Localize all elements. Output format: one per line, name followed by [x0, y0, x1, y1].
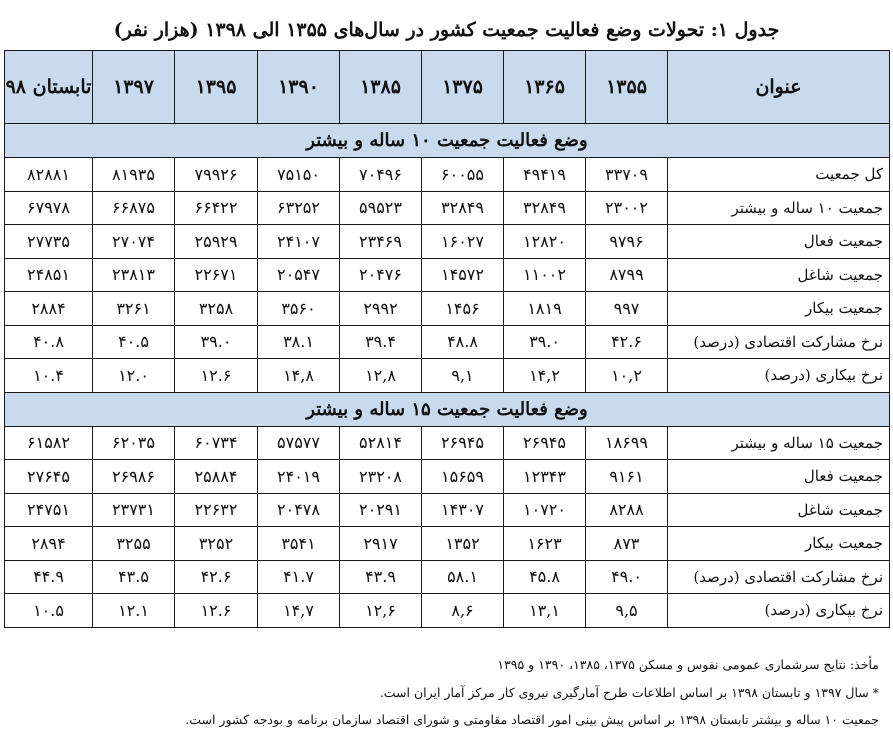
table-cell: ۲۴۰۱۹: [258, 460, 340, 494]
table-cell: ۱۲.۰: [93, 359, 175, 393]
table-cell: ۲۰۴۷۶: [340, 258, 422, 292]
table-cell: ۲۵۸۸۴: [175, 460, 258, 494]
row-label: نرخ بیکاری (درصد): [668, 359, 890, 393]
table-cell: ۲۵۹۲۹: [175, 225, 258, 259]
table-cell: ۴۹.۰: [586, 560, 668, 594]
population-activity-table: [4, 50, 890, 628]
table-cell: ۴۴.۹: [5, 560, 93, 594]
header-row: [5, 51, 890, 124]
table-cell: ۵۹۵۲۳: [340, 191, 422, 225]
table-row: [5, 594, 890, 628]
table-cell: ۷۰۴۹۶: [340, 158, 422, 192]
table-cell: ۴۸.۸: [422, 325, 504, 359]
table-cell: ۶۰۰۵۵: [422, 158, 504, 192]
section-heading-row: [5, 124, 890, 158]
table-cell: ۶۷۹۷۸: [5, 191, 93, 225]
table-row: [5, 325, 890, 359]
table-cell: ۵۲۸۱۴: [340, 426, 422, 460]
table-cell: ۱۰.۵: [5, 594, 93, 628]
table-row: [5, 359, 890, 393]
row-label: جمعیت ۱۵ ساله و بیشتر: [668, 426, 890, 460]
table-cell: ۱۴,۸: [258, 359, 340, 393]
table-cell: ۶۶۸۷۵: [93, 191, 175, 225]
table-cell: ۲۷۷۳۵: [5, 225, 93, 259]
row-label: جمعیت ۱۰ ساله و بیشتر: [668, 191, 890, 225]
table-cell: ۲۹۱۷: [340, 527, 422, 561]
table-cell: ۶۶۴۲۲: [175, 191, 258, 225]
table-row: [5, 225, 890, 259]
table-cell: ۱۲.۶: [175, 359, 258, 393]
table-row: [5, 191, 890, 225]
table-cell: ۳۹.۰: [504, 325, 586, 359]
table-cell: ۷۵۱۵۰: [258, 158, 340, 192]
table-row: [5, 560, 890, 594]
table-cell: ۱۲۸۲۰: [504, 225, 586, 259]
table-cell: ۱۲,۶: [340, 594, 422, 628]
table-cell: ۲۸۸۴: [5, 292, 93, 326]
table-cell: ۱۶۲۳: [504, 527, 586, 561]
table-cell: ۸۲۸۸: [586, 493, 668, 527]
table-row: [5, 460, 890, 494]
table-cell: ۸۷۹۹: [586, 258, 668, 292]
table-cell: ۹,۱: [422, 359, 504, 393]
table-cell: ۳۵۴۱: [258, 527, 340, 561]
section-heading: وضع فعالیت جمعیت ۱۵ ساله و بیشتر: [5, 392, 890, 426]
table-cell: ۱۴,۲: [504, 359, 586, 393]
row-label: جمعیت شاغل: [668, 493, 890, 527]
table-cell: ۴۱.۷: [258, 560, 340, 594]
table-cell: ۲۲۶۷۱: [175, 258, 258, 292]
footnote-source: مأخذ: نتایج سرشماری عمومی نفوس و مسکن ۱۳۷۵، ۱۳۸۵، ۱۳۹۰ و ۱۳۹۵: [497, 657, 879, 672]
table-cell: ۶۲۰۳۵: [93, 426, 175, 460]
table-cell: ۶۱۵۸۲: [5, 426, 93, 460]
table-cell: ۳۹.۰: [175, 325, 258, 359]
row-label: کل جمعیت: [668, 158, 890, 192]
section-heading: وضع فعالیت جمعیت ۱۰ ساله و بیشتر: [5, 124, 890, 158]
table-cell: ۲۴۱۰۷: [258, 225, 340, 259]
table-cell: ۳۲۵۲: [175, 527, 258, 561]
table-cell: ۲۰۲۹۱: [340, 493, 422, 527]
table-cell: ۳۸.۱: [258, 325, 340, 359]
table-cell: ۴۹۴۱۹: [504, 158, 586, 192]
row-label: نرخ بیکاری (درصد): [668, 594, 890, 628]
table-cell: ۱۴,۷: [258, 594, 340, 628]
table-cell: ۲۶۹۴۵: [422, 426, 504, 460]
table-cell: ۶۳۲۵۲: [258, 191, 340, 225]
row-label: جمعیت فعال: [668, 225, 890, 259]
table-cell: ۳۹.۴: [340, 325, 422, 359]
table-cell: ۹۷۹۶: [586, 225, 668, 259]
table-cell: ۴۰.۵: [93, 325, 175, 359]
table-cell: ۹,۵: [586, 594, 668, 628]
table-cell: ۳۵۶۰: [258, 292, 340, 326]
table-cell: ۱۵۶۵۹: [422, 460, 504, 494]
column-header-year: ۱۳۷۵: [422, 51, 504, 124]
row-label: جمعیت بیکار: [668, 527, 890, 561]
row-label: نرخ مشارکت اقتصادی (درصد): [668, 325, 890, 359]
table-cell: ۳۲۶۱: [93, 292, 175, 326]
table-cell: ۲۶۹۴۵: [504, 426, 586, 460]
row-label: جمعیت بیکار: [668, 292, 890, 326]
table-cell: ۱۲۳۴۳: [504, 460, 586, 494]
table-row: [5, 493, 890, 527]
table-cell: ۲۳۲۰۸: [340, 460, 422, 494]
table-cell: ۴۰.۸: [5, 325, 93, 359]
table-cell: ۱۰,۲: [586, 359, 668, 393]
table-cell: ۱۰.۴: [5, 359, 93, 393]
table-cell: ۴۵.۸: [504, 560, 586, 594]
table-cell: ۲۲۶۳۲: [175, 493, 258, 527]
table-cell: ۴۲.۶: [175, 560, 258, 594]
table-cell: ۴۲.۶: [586, 325, 668, 359]
table-cell: ۱۲,۸: [340, 359, 422, 393]
column-header-year: ۱۳۹۰: [258, 51, 340, 124]
table-cell: ۱۴۵۷۲: [422, 258, 504, 292]
table-cell: ۲۹۹۲: [340, 292, 422, 326]
row-label: جمعیت شاغل: [668, 258, 890, 292]
table-cell: ۱۳۵۲: [422, 527, 504, 561]
table-cell: ۱۸۱۹: [504, 292, 586, 326]
table-cell: ۸۱۹۳۵: [93, 158, 175, 192]
footnote-forecast: جمعیت ۱۰ ساله و بیشتر تابستان ۱۳۹۸ بر اساس پیش بینی امور اقتصاد مقاومتی و شورای اقتصاد سازمان برنامه و بودجه کشور است.: [185, 712, 879, 727]
table-row: [5, 527, 890, 561]
column-header-year: تابستان ۹۸: [5, 51, 93, 124]
table-cell: ۲۳۷۳۱: [93, 493, 175, 527]
table-cell: ۱۴۵۶: [422, 292, 504, 326]
column-header-label: عنوان: [668, 51, 890, 124]
table-cell: ۲۴۸۵۱: [5, 258, 93, 292]
table-cell: ۲۴۷۵۱: [5, 493, 93, 527]
table-cell: ۳۲۸۴۹: [504, 191, 586, 225]
column-header-year: ۱۳۹۵: [175, 51, 258, 124]
table-row: [5, 258, 890, 292]
table-cell: ۴۳.۵: [93, 560, 175, 594]
table-cell: ۸,۶: [422, 594, 504, 628]
table-cell: ۱۶۰۲۷: [422, 225, 504, 259]
table-row: [5, 426, 890, 460]
table-row: [5, 292, 890, 326]
table-cell: ۱۲.۶: [175, 594, 258, 628]
table-cell: ۸۲۸۸۱: [5, 158, 93, 192]
table-cell: ۲۳۰۰۲: [586, 191, 668, 225]
table-title: جدول ۱: تحولات وضع فعالیت جمعیت کشور در سال‌های ۱۳۵۵ الی ۱۳۹۸ (هزار نفر): [113, 19, 780, 41]
table-cell: ۴۳.۹: [340, 560, 422, 594]
table-cell: ۱۲.۱: [93, 594, 175, 628]
table-row: [5, 158, 890, 192]
table-cell: ۲۷۶۴۵: [5, 460, 93, 494]
table-cell: ۳۲۵۵: [93, 527, 175, 561]
table-cell: ۱۱۰۰۲: [504, 258, 586, 292]
row-label: جمعیت فعال: [668, 460, 890, 494]
table-cell: ۱۰۷۲۰: [504, 493, 586, 527]
column-header-year: ۱۳۸۵: [340, 51, 422, 124]
table-cell: ۳۲۸۴۹: [422, 191, 504, 225]
table-cell: ۵۷۵۷۷: [258, 426, 340, 460]
table-cell: ۳۲۵۸: [175, 292, 258, 326]
table-cell: ۱۳,۱: [504, 594, 586, 628]
table-cell: ۲۳۸۱۳: [93, 258, 175, 292]
table-cell: ۶۰۷۳۴: [175, 426, 258, 460]
table-cell: ۹۱۶۱: [586, 460, 668, 494]
row-label: نرخ مشارکت اقتصادی (درصد): [668, 560, 890, 594]
section-heading-row: [5, 392, 890, 426]
table-cell: ۱۸۶۹۹: [586, 426, 668, 460]
table-cell: ۸۷۳: [586, 527, 668, 561]
table-cell: ۲۸۹۴: [5, 527, 93, 561]
table-cell: ۲۷۰۷۴: [93, 225, 175, 259]
table-cell: ۲۶۹۸۶: [93, 460, 175, 494]
column-header-year: ۱۳۹۷: [93, 51, 175, 124]
column-header-year: ۱۳۵۵: [586, 51, 668, 124]
table-cell: ۵۸.۱: [422, 560, 504, 594]
footnote-survey: * سال ۱۳۹۷ و تابستان ۱۳۹۸ بر اساس اطلاعات طرح آمارگیری نیروی کار مرکز آمار ایران است.: [379, 685, 879, 700]
table-cell: ۹۹۷: [586, 292, 668, 326]
table-cell: ۷۹۹۲۶: [175, 158, 258, 192]
table-cell: ۲۰۵۴۷: [258, 258, 340, 292]
column-header-year: ۱۳۶۵: [504, 51, 586, 124]
table-cell: ۲۳۴۶۹: [340, 225, 422, 259]
table-cell: ۲۰۴۷۸: [258, 493, 340, 527]
table-cell: ۱۴۳۰۷: [422, 493, 504, 527]
table-cell: ۳۳۷۰۹: [586, 158, 668, 192]
